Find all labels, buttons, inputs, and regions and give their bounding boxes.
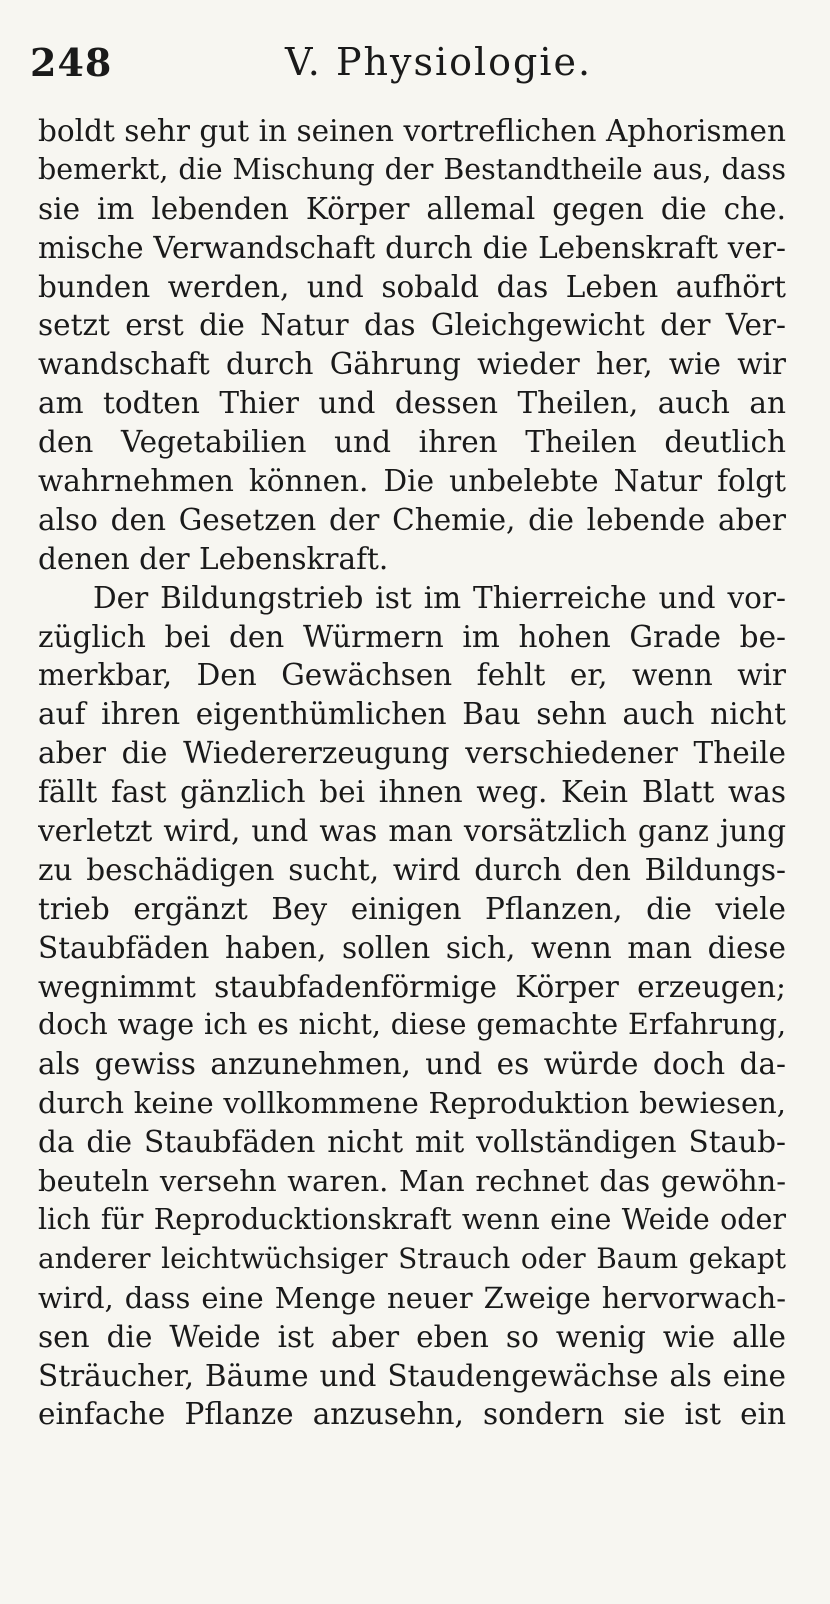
text-line: Staubfäden haben, sollen sich, wenn man diese [38,930,786,965]
text-line: fällt fast gänzlich bei ihnen weg. Kein Blatt was [38,775,786,810]
text-line: sie im lebenden Körper allemal gegen die che. [38,191,786,226]
running-title: V. Physiologie. [285,40,593,84]
page-header [30,40,790,90]
text-line: zu beschädigen sucht, wird durch den Bildungs- [38,852,786,887]
body-text [38,112,786,1434]
text-line: Sträucher, Bäume und Staudengewächse als eine [38,1358,786,1393]
text-line: sen die Weide ist aber eben so wenig wie alle [38,1319,786,1354]
text-line: auf ihren eigenthümlichen Bau sehn auch nicht [38,697,786,732]
text-line: bemerkt, die Mischung der Bestandtheile aus, dass [38,152,786,186]
text-line: doch wage ich es nicht, diese gemachte Erfahrung, [38,1008,786,1042]
text-line: trieb ergänzt Bey einigen Pflanzen, die viele [38,891,786,926]
text-line: den Vegetabilien und ihren Theilen deutlich [38,425,786,460]
text-line: merkbar, Den Gewächsen fehlt er, wenn wir [38,658,786,693]
text-line: beuteln versehn waren. Man rechnet das gewöhn- [38,1164,786,1199]
text-line: bunden werden, und sobald das Leben aufhört [38,269,786,304]
text-line: lich für Reproducktionskraft wenn eine Weide oder [38,1202,786,1236]
text-line: boldt sehr gut in seinen vortreflichen Aphorismen [38,114,786,148]
text-line: durch keine vollkommene Reproduktion bewiesen, [38,1086,786,1121]
text-line: züglich bei den Würmern im hohen Grade be- [38,619,786,654]
text-line: wandschaft durch Gährung wieder her, wie wir [38,347,786,382]
text-line: anderer leichtwüchsiger Strauch oder Baum gekapt [38,1241,786,1275]
text-line: also den Gesetzen der Chemie, die lebende aber [38,502,786,537]
text-line: denen der Lebenskraft. [38,541,389,576]
text-line: als gewiss anzunehmen, und es würde doch da- [38,1047,786,1082]
text-line: wegnimmt staubfadenförmige Körper erzeugen; [38,969,786,1004]
text-line: mische Verwandschaft durch die Lebenskraft ver- [38,230,786,265]
text-line: wird, dass eine Menge neuer Zweige hervorwach- [38,1280,786,1315]
text-line: wahrnehmen können. Die unbelebte Natur folgt [38,464,786,499]
text-line: da die Staubfäden nicht mit vollständigen Staub- [38,1125,786,1160]
text-line: am todten Thier und dessen Theilen, auch an [38,386,786,421]
text-line: aber die Wiedererzeugung verschiedener Theile [38,736,786,771]
text-line: verletzt wird, und was man vorsätzlich ganz jung [38,814,786,849]
text-line: setzt erst die Natur das Gleichgewicht der Ver- [38,308,786,343]
page-number: 248 [30,40,113,85]
text-line: einfache Pflanze anzusehn, sondern sie ist ein [38,1397,786,1432]
paragraph-start-line: Der Bildungstrieb ist im Thierreiche und vor- [93,580,786,615]
